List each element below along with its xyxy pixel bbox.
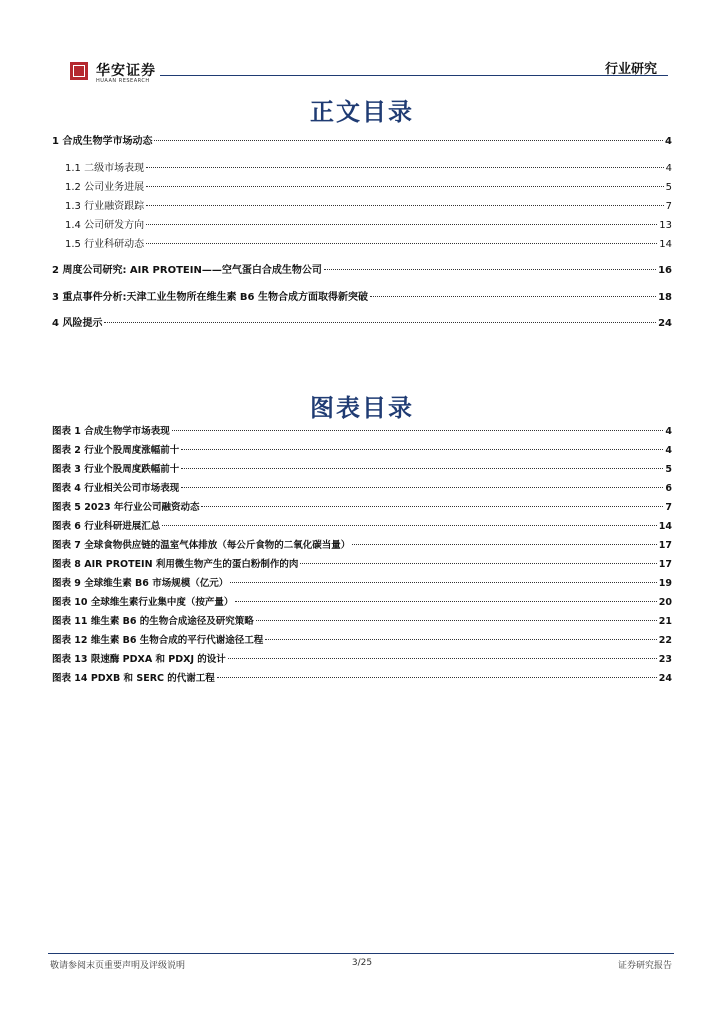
figure-entry-label: 图表 5 2023 年行业公司融资动态 (52, 502, 200, 513)
toc-entry-page: 14 (659, 239, 672, 250)
toc-entry[interactable] (52, 291, 672, 305)
toc-entry[interactable] (65, 162, 672, 176)
toc-entry[interactable] (65, 181, 672, 195)
toc-leader (352, 544, 657, 545)
figure-entry-label: 图表 1 合成生物学市场表现 (52, 426, 170, 437)
toc-leader (300, 563, 656, 564)
toc-leader (181, 468, 663, 469)
toc-entry[interactable] (52, 264, 672, 278)
figure-entry-label: 图表 10 全球维生素行业集中度（按产量） (52, 597, 234, 608)
figure-entry-label: 图表 11 维生素 B6 的生物合成途径及研究策略 (52, 616, 254, 627)
toc-leader (235, 601, 656, 602)
toc-entry[interactable] (65, 238, 672, 252)
figure-entry-label: 图表 12 维生素 B6 生物合成的平行代谢途径工程 (52, 635, 264, 646)
figure-entry-label: 图表 2 行业个股周度涨幅前十 (52, 445, 180, 456)
figure-entry-page: 4 (665, 445, 672, 456)
toc-entry-label: 2 周度公司研究: AIR PROTEIN——空气蛋白合成生物公司 (52, 265, 322, 276)
figure-entry[interactable] (52, 444, 672, 458)
figure-entry-page: 6 (665, 483, 672, 494)
toc-leader (162, 525, 657, 526)
toc-entry-page: 16 (658, 265, 672, 276)
toc-leader (370, 296, 656, 297)
toc-entry-page: 18 (658, 292, 672, 303)
toc-entry[interactable] (52, 317, 672, 331)
figure-entry[interactable] (52, 558, 672, 572)
toc-leader (146, 167, 664, 168)
toc-leader (146, 205, 664, 206)
figure-entry[interactable] (52, 425, 672, 439)
logo-name-cn: 华安证券 (96, 63, 156, 79)
toc-leader (172, 430, 664, 431)
toc-entry-page: 7 (665, 201, 672, 212)
footer-report-type: 证券研究报告 (617, 961, 672, 971)
figure-entry-label: 图表 4 行业相关公司市场表现 (52, 483, 180, 494)
footer-divider (48, 953, 674, 954)
figure-entry-page: 22 (658, 635, 672, 646)
figure-entry-page: 7 (665, 502, 672, 513)
huaan-logo-icon (70, 62, 88, 80)
toc-leader (265, 639, 656, 640)
figure-entry-page: 20 (658, 597, 672, 608)
toc-entry-page: 4 (665, 136, 672, 147)
page-number: 3/25 (351, 958, 373, 968)
figure-entry[interactable] (52, 653, 672, 667)
figure-entry-page: 17 (658, 540, 672, 551)
figure-entry[interactable] (52, 634, 672, 648)
toc-leader (201, 506, 663, 507)
header-divider (160, 75, 668, 76)
figure-entry-page: 4 (665, 426, 672, 437)
toc-entry-label: 1.5 行业科研动态 (65, 239, 145, 250)
figure-entry[interactable] (52, 615, 672, 629)
figure-entry[interactable] (52, 672, 672, 686)
toc-leader (324, 269, 656, 270)
figure-entry-page: 24 (658, 673, 672, 684)
figure-entry-page: 19 (658, 578, 672, 589)
toc-entry-page: 24 (658, 318, 672, 329)
toc-leader (228, 658, 657, 659)
toc-entry-label: 1.4 公司研发方向 (65, 220, 145, 231)
figure-entry-page: 23 (658, 654, 672, 665)
figure-entry[interactable] (52, 596, 672, 610)
toc-entry-page: 4 (665, 163, 672, 174)
toc-entry[interactable] (65, 200, 672, 214)
figure-entry-label: 图表 14 PDXB 和 SERC 的代谢工程 (52, 673, 215, 684)
page-header (0, 0, 724, 90)
toc-entry[interactable] (52, 135, 672, 149)
toc-leader (146, 224, 657, 225)
toc-leader (230, 582, 657, 583)
figure-entry[interactable] (52, 482, 672, 496)
toc-leader (104, 322, 656, 323)
figure-entry-label: 图表 8 AIR PROTEIN 利用微生物产生的蛋白粉制作的肉 (52, 559, 299, 570)
figure-entry[interactable] (52, 463, 672, 477)
toc-entry-label: 3 重点事件分析:天津工业生物所在维生素 B6 生物合成方面取得新突破 (52, 292, 368, 303)
figure-entry-page: 21 (658, 616, 672, 627)
report-category: 行业研究 (604, 62, 657, 77)
figures-title: 图表目录 (310, 393, 414, 422)
figure-entry[interactable] (52, 539, 672, 553)
toc-leader (181, 487, 663, 488)
figure-entry-page: 14 (658, 521, 672, 532)
figure-entry[interactable] (52, 501, 672, 515)
toc-entry[interactable] (65, 219, 672, 233)
toc-title: 正文目录 (310, 97, 414, 126)
figure-entry-label: 图表 3 行业个股周度跌幅前十 (52, 464, 180, 475)
figure-entry-page: 5 (665, 464, 672, 475)
toc-entry-label: 1 合成生物学市场动态 (52, 136, 153, 147)
toc-entry-label: 1.2 公司业务进展 (65, 182, 145, 193)
figure-entry-label: 图表 6 行业科研进展汇总 (52, 521, 161, 532)
toc-entry-label: 4 风险提示 (52, 318, 103, 329)
figure-entry-label: 图表 7 全球食物供应链的温室气体排放（每公斤食物的二氧化碳当量） (52, 540, 351, 551)
toc-leader (146, 243, 657, 244)
footer-disclaimer: 敬请参阅末页重要声明及评级说明 (50, 961, 186, 971)
figure-entry-label: 图表 13 限速酶 PDXA 和 PDXJ 的设计 (52, 654, 226, 665)
toc-leader (154, 140, 663, 141)
logo-name-en: HUAAN RESEARCH (96, 78, 150, 84)
toc-entry-label: 1.3 行业融资跟踪 (65, 201, 145, 212)
toc-entry-label: 1.1 二级市场表现 (65, 163, 145, 174)
figure-entry[interactable] (52, 520, 672, 534)
figure-entry[interactable] (52, 577, 672, 591)
toc-leader (256, 620, 657, 621)
toc-entry-page: 5 (665, 182, 672, 193)
toc-leader (146, 186, 664, 187)
figure-entry-page: 17 (658, 559, 672, 570)
toc-leader (181, 449, 663, 450)
toc-entry-page: 13 (659, 220, 672, 231)
figure-entry-label: 图表 9 全球维生素 B6 市场规模（亿元） (52, 578, 229, 589)
toc-leader (217, 677, 657, 678)
